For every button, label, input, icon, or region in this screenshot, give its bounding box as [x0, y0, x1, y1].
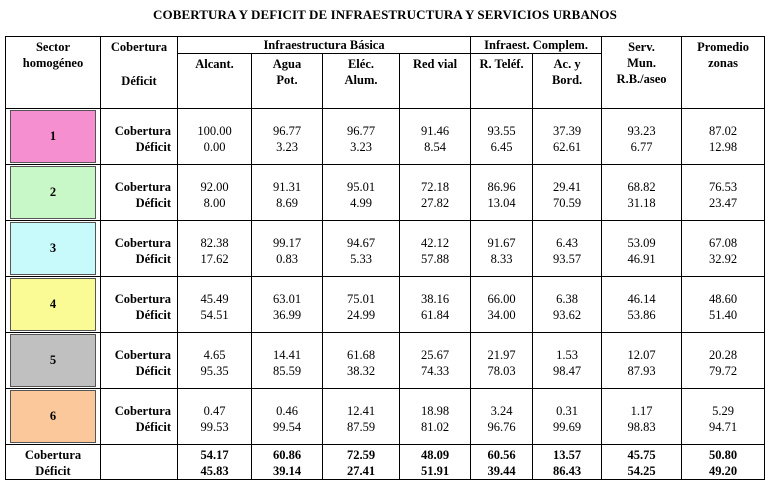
totals-cell — [533, 445, 602, 480]
cobertura-value: 95.01 — [346, 180, 376, 194]
totals-deficit-value: 27.41 — [346, 464, 376, 478]
deficit-value: 8.33 — [490, 252, 513, 266]
totals-cell — [178, 445, 252, 480]
sector-row — [6, 389, 765, 445]
cobertura-value: 67.08 — [708, 236, 738, 250]
deficit-value: 93.62 — [552, 308, 582, 322]
totals-cell — [682, 445, 765, 480]
deficit-value: 4.99 — [350, 196, 372, 210]
row-labels — [101, 165, 178, 221]
sector-cell — [6, 277, 101, 333]
cobertura-value: 100.00 — [197, 124, 232, 138]
deficit-value: 61.84 — [420, 308, 450, 322]
totals-deficit-value: 86.43 — [552, 464, 582, 478]
cobertura-value: 93.23 — [627, 124, 656, 138]
row-labels — [101, 333, 178, 389]
value-cell — [682, 277, 765, 333]
value-cell — [471, 165, 533, 221]
deficit-value: 95.35 — [200, 364, 229, 378]
sector-rows — [6, 109, 765, 445]
deficit-value: 99.53 — [200, 420, 229, 434]
value-cell — [533, 221, 602, 277]
cobertura-value: 37.39 — [552, 124, 582, 138]
header-ac — [533, 54, 602, 109]
header-agua — [252, 54, 323, 109]
totals-cell — [471, 445, 533, 480]
value-cell — [682, 221, 765, 277]
header-alcant: Alcant. — [178, 54, 252, 109]
cobertura-value: 94.67 — [346, 236, 376, 250]
cobertura-value: 53.09 — [627, 236, 656, 250]
cobertura-value: 1.53 — [556, 348, 578, 362]
totals-deficit-value: 39.44 — [487, 464, 516, 478]
header-rtelef: R. Teléf. — [471, 54, 533, 109]
deficit-value: 32.92 — [708, 252, 738, 266]
value-cell — [323, 389, 400, 445]
deficit-value: 98.83 — [627, 420, 656, 434]
header-promedio — [682, 37, 765, 109]
deficit-value: 78.03 — [487, 364, 516, 378]
deficit-value: 3.23 — [350, 140, 372, 154]
page-title: COBERTURA Y DEFICIT DE INFRAESTRUCTURA Y SERVICIOS URBANOS — [153, 7, 617, 22]
value-cell — [471, 389, 533, 445]
value-cell — [533, 389, 602, 445]
row-label-cobertura: Cobertura — [114, 348, 171, 362]
header-cobertura-deficit — [101, 37, 178, 109]
row-labels — [101, 221, 178, 277]
cobertura-value: 92.00 — [200, 180, 229, 194]
value-cell — [682, 389, 765, 445]
totals-row — [6, 445, 765, 480]
sector-swatch: 4 — [10, 278, 96, 331]
row-label-deficit: Déficit — [135, 420, 171, 434]
row-label-cobertura: Cobertura — [114, 124, 171, 138]
row-label-deficit: Déficit — [135, 308, 171, 322]
cobertura-value: 66.00 — [487, 292, 516, 306]
deficit-value: 46.91 — [627, 252, 656, 266]
cobertura-value: 86.96 — [487, 180, 516, 194]
cobertura-value: 21.97 — [487, 348, 516, 362]
value-cell — [471, 333, 533, 389]
value-cell — [252, 165, 323, 221]
sector-cell — [6, 109, 101, 165]
header-serv-line3: R.B./aseo — [616, 72, 667, 86]
deficit-value: 93.57 — [552, 252, 582, 266]
cobertura-value: 38.16 — [420, 292, 450, 306]
deficit-value: 8.00 — [203, 196, 226, 210]
header-deficit: Déficit — [121, 74, 157, 88]
value-cell — [178, 277, 252, 333]
value-cell — [533, 165, 602, 221]
value-cell — [178, 221, 252, 277]
sector-cell — [6, 389, 101, 445]
cobertura-value: 91.31 — [272, 180, 302, 194]
deficit-value: 51.40 — [708, 308, 738, 322]
value-cell — [252, 333, 323, 389]
value-cell — [252, 221, 323, 277]
cobertura-value: 96.77 — [272, 124, 302, 138]
row-label-cobertura: Cobertura — [114, 292, 171, 306]
header-ac-line1: Ac. y — [553, 57, 581, 71]
cobertura-value: 96.77 — [346, 124, 376, 138]
header-agua-line2: Pot. — [276, 73, 298, 87]
cobertura-value: 61.68 — [346, 348, 376, 362]
header-redvial: Red vial — [400, 54, 471, 109]
sector-row — [6, 333, 765, 389]
value-cell — [400, 333, 471, 389]
cobertura-value: 42.12 — [420, 236, 450, 250]
value-cell — [178, 165, 252, 221]
value-cell — [178, 333, 252, 389]
cobertura-value: 20.28 — [708, 348, 738, 362]
value-cell — [400, 165, 471, 221]
totals-cobertura-value: 60.86 — [272, 448, 302, 462]
totals-cobertura-value: 50.80 — [708, 448, 738, 462]
deficit-value: 36.99 — [272, 308, 302, 322]
cobertura-value: 6.38 — [556, 292, 578, 306]
deficit-value: 24.99 — [346, 308, 376, 322]
deficit-value: 0.00 — [203, 140, 226, 154]
deficit-value: 0.83 — [276, 252, 298, 266]
value-cell — [323, 333, 400, 389]
sector-swatch: 1 — [10, 110, 96, 163]
value-cell — [602, 333, 682, 389]
row-labels — [101, 277, 178, 333]
value-cell — [682, 109, 765, 165]
cobertura-value: 82.38 — [200, 236, 229, 250]
header-serv — [602, 37, 682, 109]
deficit-value: 12.98 — [708, 140, 738, 154]
header-serv-line1: Serv. — [628, 40, 655, 54]
header-elec-line1: Eléc. — [347, 57, 375, 71]
deficit-value: 87.93 — [627, 364, 656, 378]
deficit-value: 6.45 — [490, 140, 513, 154]
header-cobertura: Cobertura — [110, 40, 168, 54]
deficit-value: 54.51 — [200, 308, 229, 322]
cobertura-value: 0.31 — [556, 404, 578, 418]
coverage-table — [5, 36, 765, 480]
value-cell — [400, 389, 471, 445]
value-cell — [471, 277, 533, 333]
header-promedio-line2: zonas — [708, 56, 738, 70]
header-serv-line2: Mun. — [627, 56, 656, 70]
sector-swatch: 6 — [10, 390, 96, 443]
deficit-value: 38.32 — [346, 364, 376, 378]
row-label-deficit: Déficit — [135, 140, 171, 154]
value-cell — [252, 389, 323, 445]
cobertura-value: 76.53 — [708, 180, 738, 194]
value-cell — [323, 165, 400, 221]
sector-swatch: 2 — [10, 166, 96, 219]
deficit-value: 6.77 — [630, 140, 653, 154]
value-cell — [533, 333, 602, 389]
totals-deficit-value: 54.25 — [627, 464, 656, 478]
sector-row — [6, 109, 765, 165]
sector-swatch: 5 — [10, 334, 96, 387]
deficit-value: 99.69 — [552, 420, 582, 434]
cobertura-value: 18.98 — [420, 404, 450, 418]
value-cell — [400, 109, 471, 165]
cobertura-value: 48.60 — [708, 292, 738, 306]
totals-cobertura-value: 54.17 — [200, 448, 229, 462]
value-cell — [400, 277, 471, 333]
deficit-value: 94.71 — [708, 420, 738, 434]
deficit-value: 13.04 — [487, 196, 516, 210]
row-label-deficit: Déficit — [135, 364, 171, 378]
deficit-value: 99.54 — [272, 420, 302, 434]
header-group-basica: Infraestructura Básica — [178, 37, 471, 54]
totals-cell — [602, 445, 682, 480]
row-label-cobertura: Cobertura — [114, 236, 171, 250]
cobertura-value: 87.02 — [708, 124, 738, 138]
totals-cell — [323, 445, 400, 480]
row-label-deficit: Déficit — [135, 196, 171, 210]
cobertura-value: 91.67 — [487, 236, 516, 250]
totals-deficit-value: 51.91 — [420, 464, 450, 478]
deficit-value: 27.82 — [420, 196, 450, 210]
cobertura-value: 45.49 — [200, 292, 229, 306]
cobertura-value: 68.82 — [627, 180, 656, 194]
sector-cell — [6, 333, 101, 389]
cobertura-value: 0.47 — [203, 404, 226, 418]
row-labels — [101, 389, 178, 445]
cobertura-value: 4.65 — [203, 348, 226, 362]
deficit-value: 17.62 — [200, 252, 229, 266]
value-cell — [682, 165, 765, 221]
sector-swatch: 3 — [10, 222, 96, 275]
cobertura-value: 6.43 — [556, 236, 578, 250]
value-cell — [533, 277, 602, 333]
header-sector-line2: homogéneo — [22, 56, 84, 70]
cobertura-value: 46.14 — [627, 292, 656, 306]
cobertura-value: 1.17 — [630, 404, 653, 418]
value-cell — [471, 109, 533, 165]
totals-deficit-value: 45.83 — [200, 464, 229, 478]
deficit-value: 62.61 — [552, 140, 582, 154]
header-ac-line2: Bord. — [551, 73, 583, 87]
deficit-value: 70.59 — [552, 196, 582, 210]
value-cell — [471, 221, 533, 277]
sector-cell — [6, 165, 101, 221]
totals-cobertura-value: 72.59 — [346, 448, 376, 462]
totals-labels — [6, 445, 101, 480]
cobertura-value: 91.46 — [420, 124, 450, 138]
row-label-cobertura: Cobertura — [114, 404, 171, 418]
deficit-value: 79.72 — [708, 364, 738, 378]
deficit-value: 8.54 — [424, 140, 446, 154]
deficit-value: 53.86 — [627, 308, 656, 322]
value-cell — [400, 221, 471, 277]
header-elec — [323, 54, 400, 109]
cobertura-value: 29.41 — [552, 180, 582, 194]
cobertura-value: 14.41 — [272, 348, 302, 362]
cobertura-value: 25.67 — [420, 348, 450, 362]
deficit-value: 96.76 — [487, 420, 516, 434]
totals-empty-cell — [101, 445, 178, 480]
sector-cell — [6, 221, 101, 277]
deficit-value: 85.59 — [272, 364, 302, 378]
deficit-value: 5.33 — [350, 252, 372, 266]
deficit-value: 3.23 — [276, 140, 298, 154]
deficit-value: 87.59 — [346, 420, 376, 434]
totals-cobertura-value: 13.57 — [552, 448, 582, 462]
totals-cobertura-value: 45.75 — [627, 448, 656, 462]
totals-deficit-value: 49.20 — [708, 464, 738, 478]
cobertura-value: 0.46 — [276, 404, 298, 418]
deficit-value: 74.33 — [420, 364, 450, 378]
deficit-value: 8.69 — [276, 196, 298, 210]
cobertura-value: 93.55 — [487, 124, 516, 138]
cobertura-value: 12.41 — [346, 404, 376, 418]
sector-row — [6, 277, 765, 333]
value-cell — [682, 333, 765, 389]
header-sector — [6, 37, 101, 109]
value-cell — [252, 109, 323, 165]
totals-label-cobertura: Cobertura — [24, 448, 82, 462]
value-cell — [602, 165, 682, 221]
value-cell — [602, 109, 682, 165]
value-cell — [602, 389, 682, 445]
value-cell — [323, 109, 400, 165]
header-sector-line1: Sector — [35, 40, 70, 54]
value-cell — [323, 277, 400, 333]
totals-cobertura-value: 48.09 — [420, 448, 450, 462]
cobertura-value: 75.01 — [346, 292, 376, 306]
value-cell — [602, 277, 682, 333]
header-promedio-line1: Promedio — [697, 40, 749, 54]
header-elec-line2: Alum. — [344, 73, 378, 87]
deficit-value: 98.47 — [552, 364, 582, 378]
header-agua-line1: Agua — [272, 57, 302, 71]
cobertura-value: 99.17 — [272, 236, 302, 250]
value-cell — [323, 221, 400, 277]
totals-deficit-value: 39.14 — [272, 464, 302, 478]
value-cell — [252, 277, 323, 333]
totals-cobertura-value: 60.56 — [487, 448, 516, 462]
header-group-complem: Infraest. Complem. — [471, 37, 602, 54]
row-labels — [101, 109, 178, 165]
deficit-value: 81.02 — [420, 420, 450, 434]
sector-row — [6, 221, 765, 277]
deficit-value: 57.88 — [420, 252, 450, 266]
cobertura-value: 5.29 — [712, 404, 734, 418]
cobertura-value: 12.07 — [627, 348, 656, 362]
cobertura-value: 72.18 — [420, 180, 450, 194]
sector-row — [6, 165, 765, 221]
value-cell — [178, 109, 252, 165]
value-cell — [602, 221, 682, 277]
deficit-value: 31.18 — [627, 196, 656, 210]
value-cell — [178, 389, 252, 445]
row-label-deficit: Déficit — [135, 252, 171, 266]
totals-cell — [252, 445, 323, 480]
cobertura-value: 63.01 — [272, 292, 302, 306]
row-label-cobertura: Cobertura — [114, 180, 171, 194]
totals-label-deficit: Déficit — [35, 464, 71, 478]
value-cell — [533, 109, 602, 165]
deficit-value: 23.47 — [708, 196, 738, 210]
totals-cell — [400, 445, 471, 480]
deficit-value: 34.00 — [487, 308, 516, 322]
cobertura-value: 3.24 — [490, 404, 513, 418]
